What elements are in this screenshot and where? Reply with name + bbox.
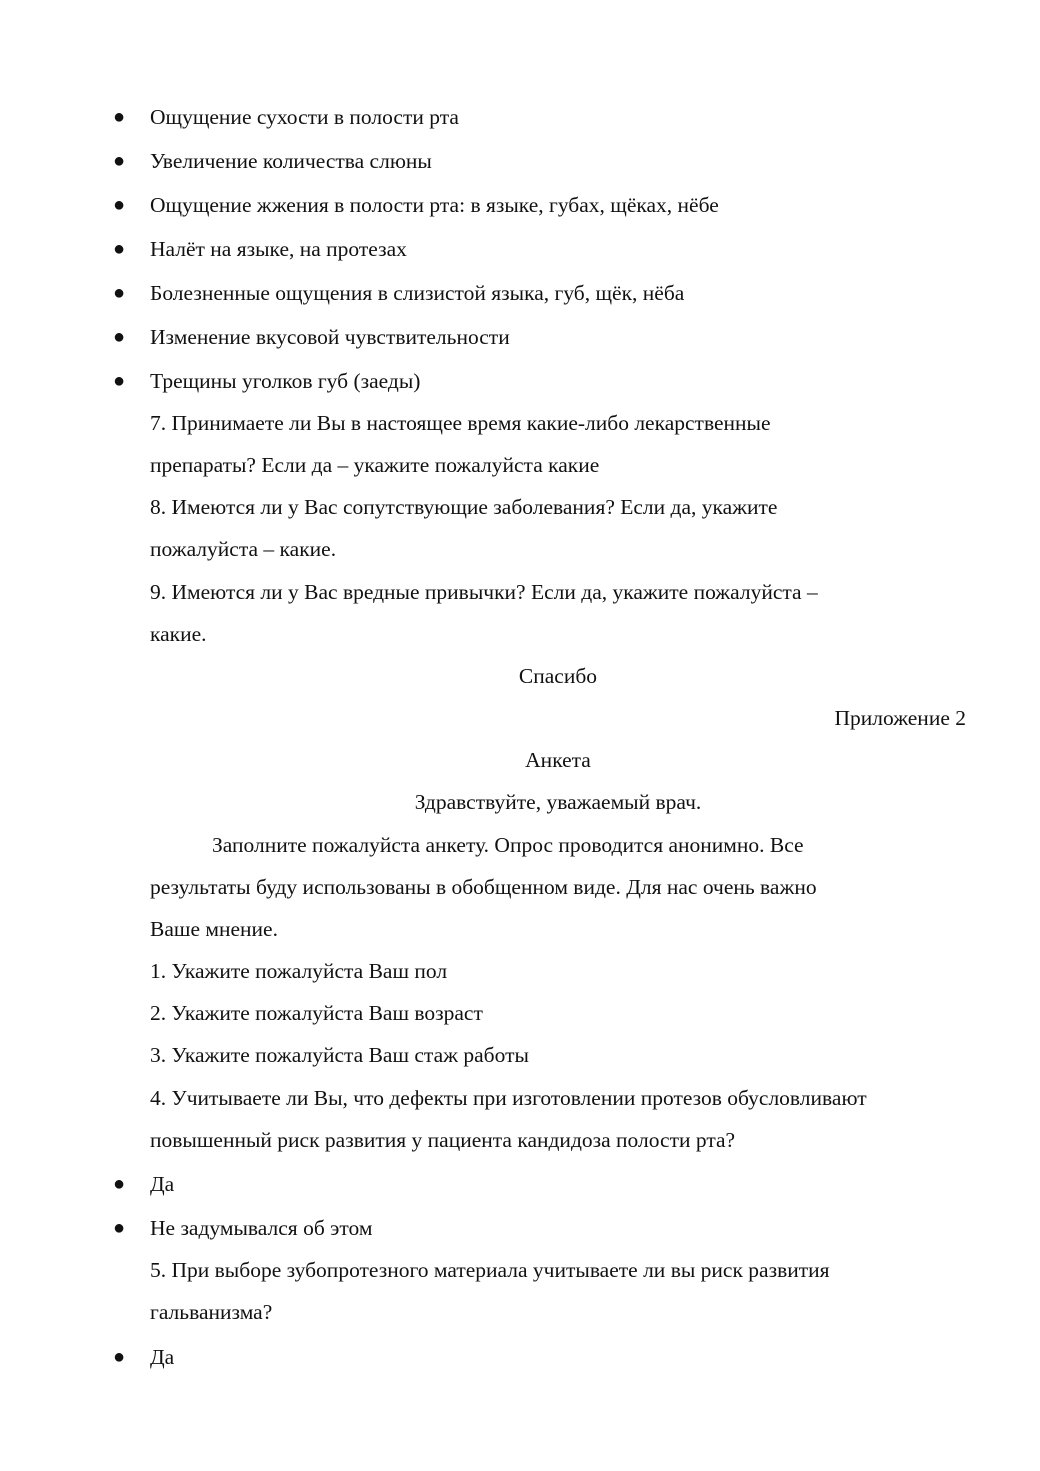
bullet-icon: ● [113,370,126,392]
bullet-icon: ● [113,150,126,172]
question-4-line-2: повышенный риск развития у пациента кандидоза полости рта? [150,1128,736,1152]
bullet-icon: ● [113,1217,126,1239]
question-9-line-1: 9. Имеются ли у Вас вредные привычки? Если да, укажите пожалуйста – [150,580,818,604]
greeting: Здравствуйте, уважаемый врач. [414,790,702,814]
list-item: Болезненные ощущения в слизистой языка, губ, щёк, нёба [150,281,685,305]
bullet-icon: ● [113,194,126,216]
question-2: 2. Укажите пожалуйста Ваш возраст [150,1001,483,1025]
question-5-line-1: 5. При выборе зубопротезного материала учитываете ли вы риск развития [150,1258,830,1282]
list-item: Да [150,1345,175,1369]
list-item: Изменение вкусовой чувствительности [150,325,510,349]
thanks-text: Спасибо [518,664,598,688]
bullet-icon: ● [113,106,126,128]
list-item: Увеличение количества слюны [150,149,432,173]
question-7-line-1: 7. Принимаете ли Вы в настоящее время какие-либо лекарственные [150,411,771,435]
appendix-label: Приложение 2 [834,706,966,730]
question-7-line-2: препараты? Если да – укажите пожалуйста какие [150,453,600,477]
bullet-icon: ● [113,238,126,260]
question-4-line-1: 4. Учитываете ли Вы, что дефекты при изготовлении протезов обусловливают [150,1086,867,1110]
bullet-icon: ● [113,1346,126,1368]
list-item: Налёт на языке, на протезах [150,237,407,261]
bullet-icon: ● [113,282,126,304]
question-1: 1. Укажите пожалуйста Ваш пол [150,959,448,983]
question-5-line-2: гальванизма? [150,1300,273,1324]
list-item: Не задумывался об этом [150,1216,373,1240]
intro-line-1: Заполните пожалуйста анкету. Опрос проводится анонимно. Все [212,833,804,857]
bullet-icon: ● [113,326,126,348]
question-8-line-1: 8. Имеются ли у Вас сопутствующие заболевания? Если да, укажите [150,495,778,519]
question-8-line-2: пожалуйста – какие. [150,537,337,561]
form-title: Анкета [525,748,591,772]
list-item: Трещины уголков губ (заеды) [150,369,421,393]
list-item: Ощущение сухости в полости рта [150,105,459,129]
list-item: Ощущение жжения в полости рта: в языке, губах, щёках, нёбе [150,193,719,217]
list-item: Да [150,1172,175,1196]
intro-line-3: Ваше мнение. [150,917,278,941]
question-9-line-2: какие. [150,622,207,646]
question-3: 3. Укажите пожалуйста Ваш стаж работы [150,1043,529,1067]
bullet-icon: ● [113,1173,126,1195]
intro-line-2: результаты буду использованы в обобщенном виде. Для нас очень важно [150,875,817,899]
